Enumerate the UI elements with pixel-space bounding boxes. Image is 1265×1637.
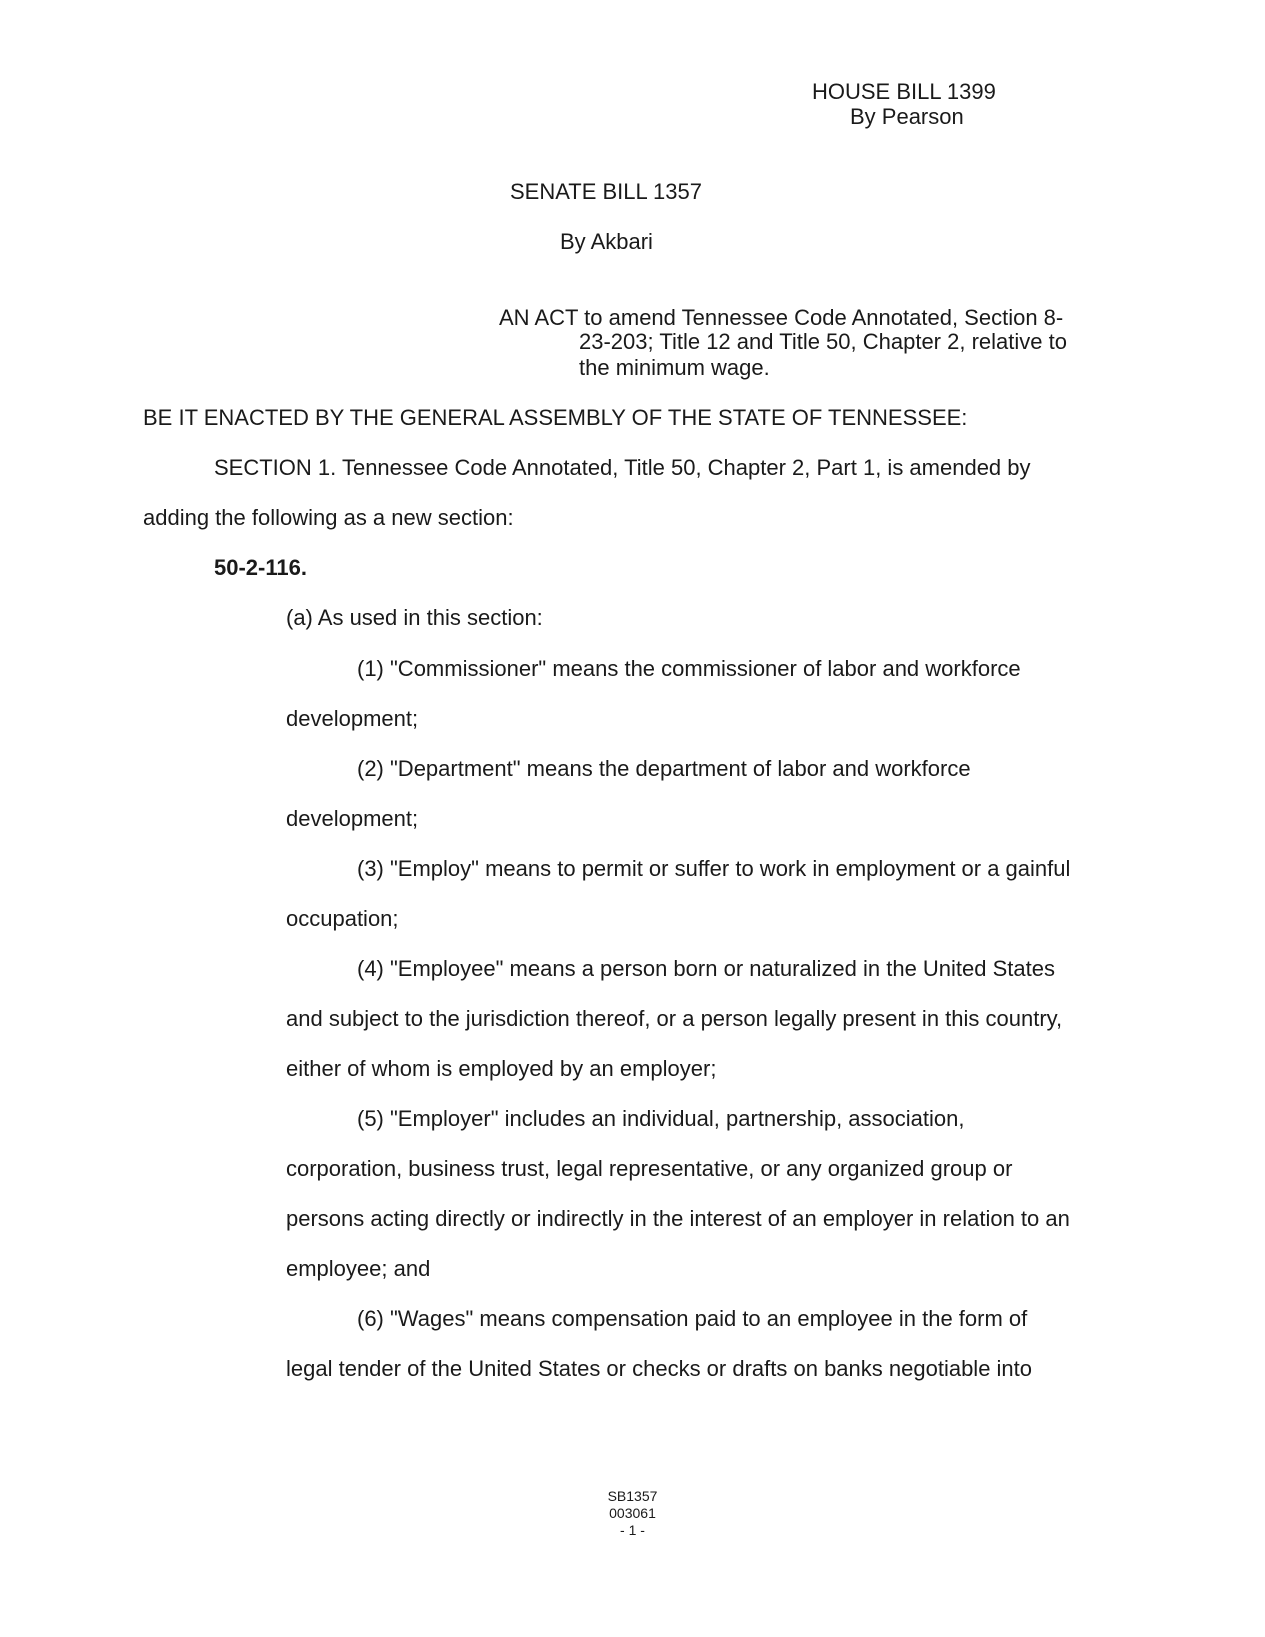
definition-5-line-1: (5) "Employer" includes an individual, partnership, association,	[357, 1106, 965, 1131]
definition-3-line-2: occupation;	[286, 906, 399, 931]
section-1-line-2: adding the following as a new section:	[143, 505, 514, 530]
house-bill-sponsor: By Pearson	[850, 104, 964, 129]
definition-5-line-4: employee; and	[286, 1256, 431, 1281]
footer-page-number: - 1 -	[620, 1522, 645, 1538]
definition-2-line-1: (2) "Department" means the department of labor and workforce	[357, 756, 971, 781]
caption-line-3: the minimum wage.	[579, 355, 770, 380]
definition-4-line-1: (4) "Employee" means a person born or naturalized in the United States	[357, 956, 1055, 981]
footer-doc-number: 003061	[609, 1505, 656, 1521]
enacting-clause: BE IT ENACTED BY THE GENERAL ASSEMBLY OF THE STATE OF TENNESSEE:	[143, 405, 968, 430]
house-bill-number: HOUSE BILL 1399	[812, 79, 996, 104]
definition-3-line-1: (3) "Employ" means to permit or suffer to work in employment or a gainful	[357, 856, 1071, 881]
caption-line-1: AN ACT to amend Tennessee Code Annotated, Section 8-	[499, 305, 1064, 330]
definition-2-line-2: development;	[286, 806, 419, 831]
footer-bill-code: SB1357	[607, 1488, 658, 1504]
senate-bill-sponsor: By Akbari	[560, 229, 653, 254]
definition-5-line-2: corporation, business trust, legal representative, or any organized group or	[286, 1156, 1013, 1181]
definition-4-line-3: either of whom is employed by an employer;	[286, 1056, 717, 1081]
definition-4-line-2: and subject to the jurisdiction thereof, or a person legally present in this country,	[286, 1006, 1063, 1031]
code-section-number: 50-2-116.	[214, 555, 307, 580]
definition-5-line-3: persons acting directly or indirectly in the interest of an employer in relation to an	[286, 1206, 1070, 1231]
section-1-line-1: SECTION 1. Tennessee Code Annotated, Title 50, Chapter 2, Part 1, is amended by	[214, 455, 1031, 480]
definition-6-line-2: legal tender of the United States or checks or drafts on banks negotiable into	[286, 1356, 1033, 1381]
definition-1-line-1: (1) "Commissioner" means the commissioner of labor and workforce	[357, 656, 1021, 681]
subsection-a: (a) As used in this section:	[286, 605, 543, 630]
senate-bill-number: SENATE BILL 1357	[510, 179, 702, 204]
definition-6-line-1: (6) "Wages" means compensation paid to an employee in the form of	[357, 1306, 1028, 1331]
definition-1-line-2: development;	[286, 706, 419, 731]
caption-line-2: 23-203; Title 12 and Title 50, Chapter 2, relative to	[579, 329, 1067, 354]
